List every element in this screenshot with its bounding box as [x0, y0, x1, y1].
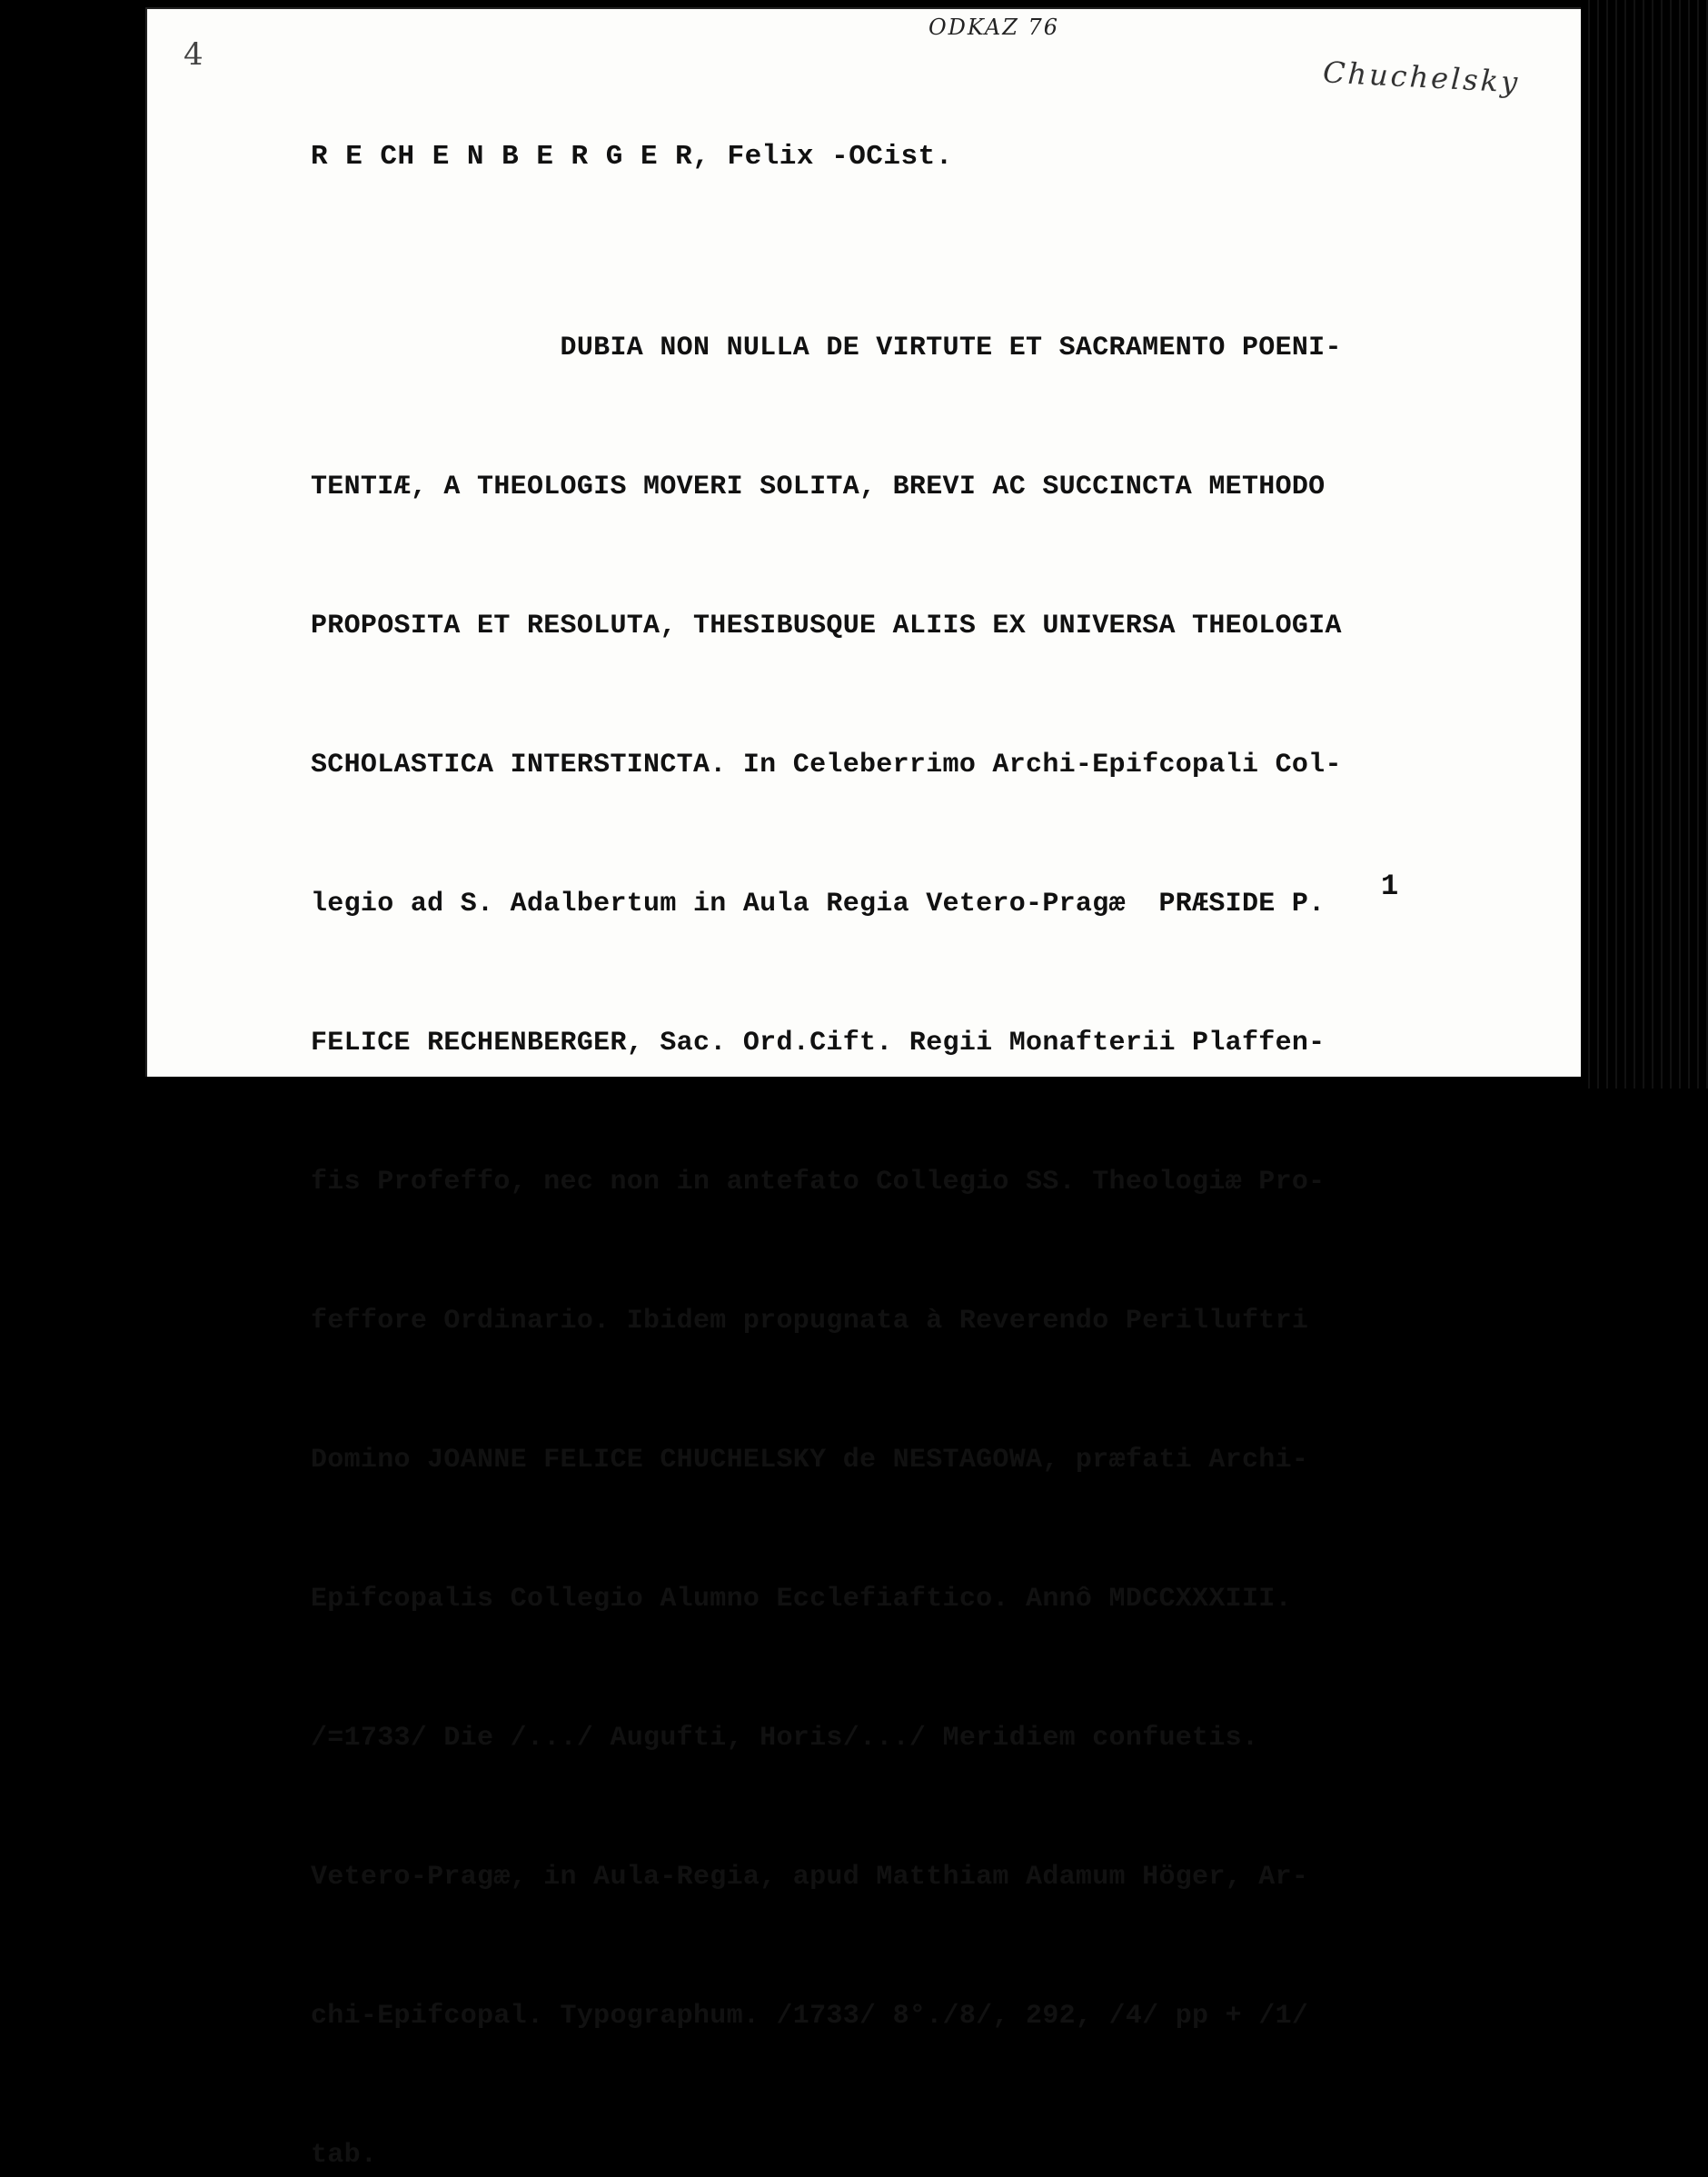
- catalog-card: [145, 7, 1581, 2171]
- entry-line: SCHOLASTICA INTERSTINCTA. In Celeberrimo Archi-Epifcopali Col-: [311, 750, 1342, 780]
- handwritten-top-note: ODKAZ 76: [928, 15, 1060, 40]
- author-heading: R E CH E N B E R G E R, Felix -OCist.: [311, 141, 953, 173]
- entry-line: fis Profeffo, nec non in antefato Collegio SS. Theologiæ Pro-: [311, 1167, 1326, 1198]
- handwritten-number: 4: [184, 36, 204, 73]
- bibliographic-entry: [311, 233, 1342, 2177]
- entry-line: /=1733/ Die /.../ Augufti, Horis/.../ Meridiem confuetis.: [311, 1723, 1259, 1754]
- entry-line: Domino JOANNE FELICE CHUCHELSKY de NESTAGOWA, præfati Archi-: [311, 1445, 1309, 1476]
- entry-line: Vetero-Pragæ, in Aula-Regia, apud Matthiam Adamum Höger, Ar-: [311, 1862, 1309, 1893]
- entry-line: TENTIÆ, A THEOLOGIS MOVERI SOLITA, BREVI AC SUCCINCTA METHODO: [311, 472, 1326, 502]
- scan-edge: [1581, 0, 1708, 1088]
- entry-line: legio ad S. Adalbertum in Aula Regia Vetero-Pragæ PRÆSIDE P.: [311, 889, 1326, 920]
- entry-line: tab.: [311, 2140, 378, 2171]
- handwritten-name: Chuchelsky: [1322, 55, 1522, 100]
- entry-line: Epifcopalis Collegio Alumno Ecclefiaftico. Annô MDCCXXXIII.: [311, 1584, 1292, 1615]
- page-number: 1: [1381, 870, 1399, 903]
- entry-line: FELICE RECHENBERGER, Sac. Ord.Cift. Regii Monafterii Plaffen-: [311, 1028, 1326, 1059]
- entry-line: chi-Epifcopal. Typographum. /1733/ 8°./8/, 292, /4/ pp + /1/: [311, 2001, 1309, 2032]
- entry-line: feffore Ordinario. Ibidem propugnata à Reverendo Perilluftri: [311, 1306, 1309, 1337]
- entry-line: DUBIA NON NULLA DE VIRTUTE ET SACRAMENTO POENI-: [311, 333, 1342, 363]
- entry-line: PROPOSITA ET RESOLUTA, THESIBUSQUE ALIIS EX UNIVERSA THEOLOGIA: [311, 611, 1342, 641]
